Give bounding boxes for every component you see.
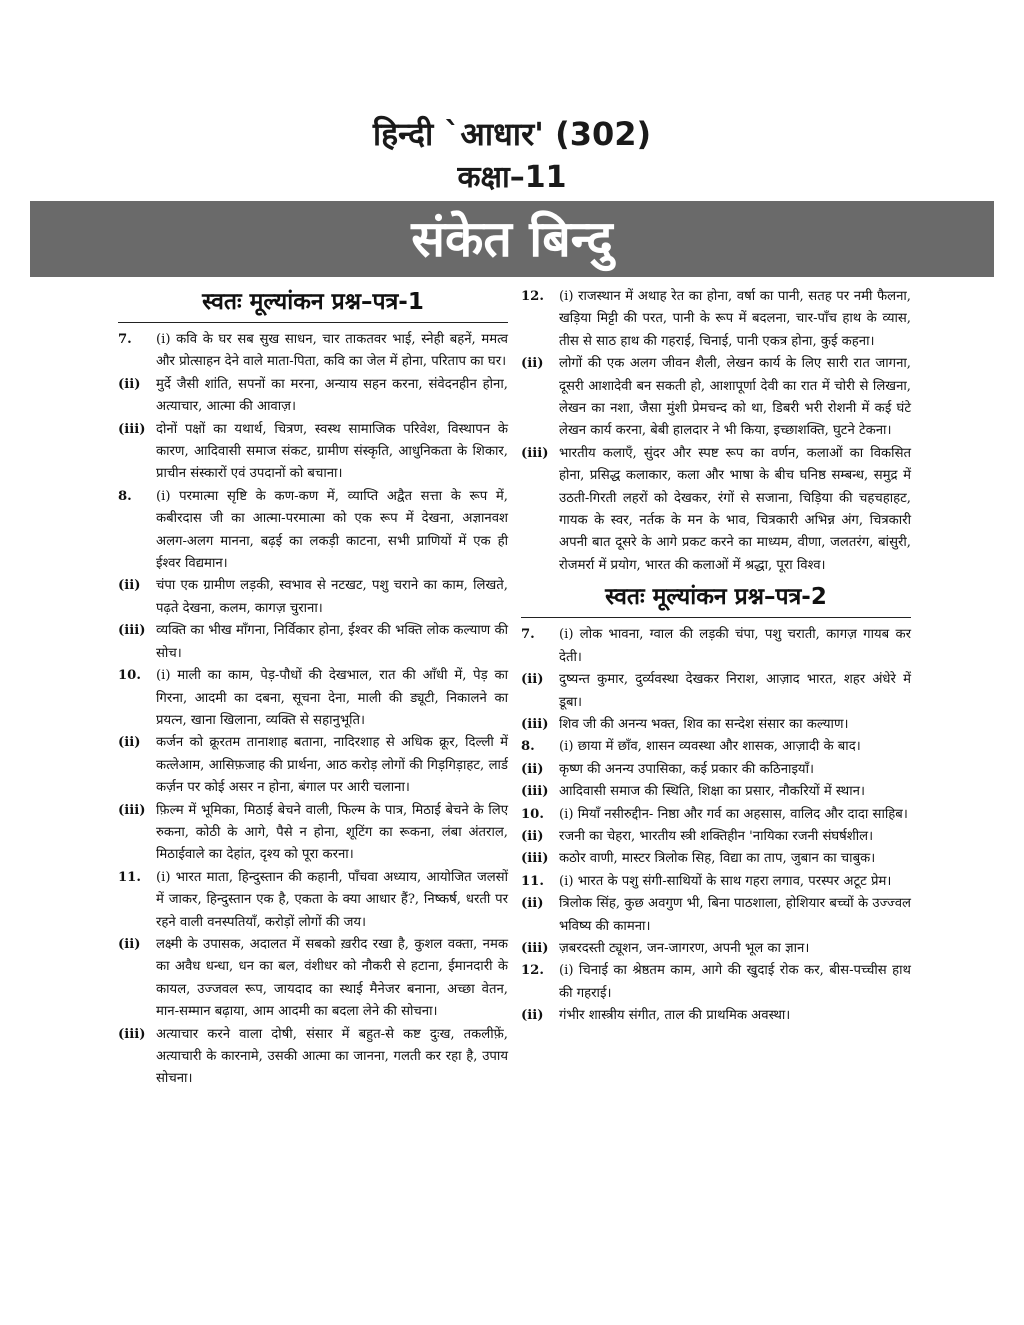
- answer-item: [118, 665, 508, 732]
- item-number: 10.: [521, 806, 544, 822]
- item-text: (i) कवि के घर सब सुख साधन, चार ताकतवर भाई, स्नेही बहनें, ममत्व और प्रोत्साहन देने वाले माता-पिता, कवि का जेल में होना, परिताप का घर।: [156, 332, 508, 370]
- answer-item: [521, 443, 911, 577]
- answer-item: [118, 867, 508, 934]
- answer-item: [118, 329, 508, 374]
- item-number: (iii): [118, 421, 146, 437]
- item-number: (ii): [521, 1008, 544, 1024]
- item-number: 7.: [118, 332, 132, 347]
- section-heading-paper-1: स्वतः मूल्यांकन प्रश्न–पत्र-1: [118, 286, 508, 323]
- answer-item: [118, 486, 508, 576]
- item-text: गंभीर शास्त्रीय संगीत, ताल की प्राथमिक अवस्था।: [559, 1008, 791, 1024]
- item-number: 8.: [521, 739, 535, 755]
- answer-item: [521, 781, 911, 803]
- item-text: (i) चिनाई का श्रेष्ठतम काम, आगे की खुदाई रोक कर, बीस-पच्चीस हाथ की गहराई।: [559, 963, 911, 1001]
- answer-item: [521, 669, 911, 714]
- answer-item: [521, 938, 911, 960]
- section-banner: संकेत बिन्दु: [30, 201, 994, 277]
- answer-list-paper-1-continued: [521, 286, 911, 577]
- class-label: कक्षा–11: [457, 160, 567, 195]
- answer-list-paper-1: [118, 329, 508, 1091]
- answer-item: [118, 374, 508, 419]
- answer-item: [521, 714, 911, 736]
- item-number: 12.: [521, 289, 544, 304]
- item-number: (iii): [521, 445, 549, 461]
- answer-item: [521, 848, 911, 870]
- answer-item: [118, 419, 508, 486]
- item-number: (iii): [521, 716, 549, 732]
- item-text: (i) माली का काम, पेड़-पौधों की देखभाल, रात की आँधी में, पेड़ का गिरना, आदमी का दबना, सूचना देना, माली की ड्यूटी, निकालने का प्रयत्न, खाना खिलाना, व्यक्ति से सहानुभूति।: [156, 668, 508, 728]
- item-number: 10.: [118, 668, 141, 684]
- answer-item: [521, 960, 911, 1005]
- item-number: (iii): [521, 851, 549, 867]
- answer-list-paper-2: [521, 624, 911, 1027]
- item-number: 11.: [118, 869, 141, 885]
- page-title: हिन्दी `आधार' (302): [372, 115, 652, 153]
- item-text: भारतीय कलाएँ, सुंदर और स्पष्ट रूप का वर्णन, कलाओं का विकसित होना, प्रसिद्ध कलाकार, कला और भाषा के बीच घनिष्ठ सम्बन्ध, समुद्र में उठती-गिरती लहरों को देखकर, रंगों से सजाना, चिड़िया की चहचहाहट, गायक के स्वर, नर्तक के मन के भाव, चित्रकारी अभिन्न अंग, चित्रकारी अपनी बात दूसरे के आगे प्रकट करने का माध्यम, वीणा, जलतरंग, बांसुरी, रोजमर्रा में प्रयोग, भारत की कलाओं में श्रद्धा, पूरा विश्व।: [559, 445, 911, 573]
- item-number: 7.: [521, 627, 535, 643]
- left-column: [118, 286, 508, 1091]
- item-text: लक्ष्मी के उपासक, अदालत में सबको ख़रीद रखा है, कुशल वक्ता, नमक का अवैध धन्धा, धन का बल, वंशीधर को नौकरी से हटाना, ईमानदारी के कायल, उज्जवल रूप, जायदाद का स्थाई मैनेजर बनाना, अच्छा वेतन, मान-सम्मान बढ़ाया, आम आदमी का बदला लेने की सोचना।: [156, 936, 508, 1020]
- section-heading-paper-2: स्वतः मूल्यांकन प्रश्न–पत्र-2: [521, 581, 911, 618]
- answer-item: [118, 575, 508, 620]
- item-text: (i) मियाँ नसीरुद्दीन- निष्ठा और गर्व का अहसास, वालिद और दादा साहिब।: [559, 806, 908, 822]
- answer-item: [521, 759, 911, 781]
- item-text: अत्याचार करने वाला दोषी, संसार में बहुत-से कष्ट दुःख, तकलीफ़ें, अत्याचारी के कारनामे, उसकी आत्मा का जानना, गलती कर रहा है, उपाय सोचना।: [156, 1026, 508, 1087]
- answer-item: [118, 1024, 508, 1091]
- answer-item: [521, 624, 911, 669]
- item-number: (ii): [521, 896, 544, 912]
- answer-item: [521, 804, 911, 826]
- item-number: (iii): [118, 623, 146, 639]
- item-number: 11.: [521, 873, 544, 889]
- answer-item: [118, 620, 508, 665]
- item-text: कर्जन को क्रूरतम तानाशाह बताना, नादिरशाह से अधिक क्रूर, दिल्ली में कत्लेआम, आसिफ़जाह की प्रार्थना, आठ करोड़ लोगों की गिड़गिड़ाहट, लार्ड कर्ज़न पर कोई असर न होना, बंगाल पर आरी चलाना।: [156, 735, 508, 796]
- item-text: (i) राजस्थान में अथाह रेत का होना, वर्षा का पानी, सतह पर नमी फैलना, खड़िया मिट्टी की परत, पानी के रूप में बदलना, चार-पाँच हाथ के व्यास, तीस से साठ हाथ की गहराई, चिनाई, पानी एकत्र होना, कुई कहना।: [559, 289, 911, 349]
- item-text: मुर्दे जैसी शांति, सपनों का मरना, अन्याय सहन करना, संवेदनहीन होना, अत्याचार, आत्मा की आवाज़।: [156, 376, 508, 415]
- item-text: (i) भारत के पशु संगी-साथियों के साथ गहरा लगाव, परस्पर अटूट प्रेम।: [559, 873, 892, 889]
- answer-item: [118, 732, 508, 799]
- item-number: 8.: [118, 488, 132, 504]
- item-number: (iii): [521, 940, 549, 956]
- item-number: (ii): [521, 356, 544, 372]
- item-text: (i) भारत माता, हिन्दुस्तान की कहानी, पाँचवा अध्याय, आयोजित जलसों में जाकर, हिन्दुस्तान एक है, एकता के क्या आधार हैं?, निष्कर्ष, धरती पर रहने वाली वनस्पतियाँ, करोड़ों लोगों की जय।: [156, 869, 508, 930]
- item-text: व्यक्ति का भीख माँगना, निर्विकार होना, ईश्वर की भक्ति लोक कल्याण की सोच।: [156, 623, 508, 661]
- item-number: (ii): [118, 376, 141, 392]
- item-text: दोनों पक्षों का यथार्थ, चित्रण, स्वस्थ सामाजिक परिवेश, विस्थापन के कारण, आदिवासी समाज संकट, ग्रामीण संस्कृति, आधुनिकता के शिकार, प्राचीन संस्कारों एवं उपदानों को बचाना।: [156, 421, 508, 482]
- answer-item: [118, 934, 508, 1024]
- answer-item: [521, 826, 911, 848]
- item-text: (i) छाया में छाँव, शासन व्यवस्था और शासक, आज़ादी के बाद।: [559, 739, 861, 755]
- answer-item: [521, 1005, 911, 1027]
- item-text: दुष्यन्त कुमार, दुर्व्यवस्था देखकर निराश, आज़ाद भारत, शहर अंधेरे में डूबा।: [559, 672, 911, 710]
- answer-item: [521, 871, 911, 893]
- item-number: (ii): [521, 761, 544, 777]
- item-number: (ii): [521, 828, 544, 844]
- item-text: कठोर वाणी, मास्टर त्रिलोक सिह, विद्या का ताप, जुबान का चाबुक।: [559, 851, 876, 867]
- answer-item: [521, 353, 911, 443]
- answer-item: [118, 800, 508, 867]
- item-text: चंपा एक ग्रामीण लड़की, स्वभाव से नटखट, पशु चराने का काम, लिखते, पढ़ते देखना, कलम, कागज़ चुराना।: [156, 578, 508, 616]
- item-text: (i) लोक भावना, ग्वाल की लड़की चंपा, पशु चराती, कागज़ गायब कर देती।: [559, 627, 911, 665]
- item-number: (ii): [118, 936, 141, 952]
- item-number: (ii): [118, 578, 141, 594]
- item-number: (ii): [118, 735, 141, 751]
- item-text: (i) परमात्मा सृष्टि के कण-कण में, व्याप्ति अद्वैत सत्ता के रूप में, कबीरदास जी का आत्मा-परमात्मा को एक रूप में देखना, अज्ञानवश अलग-अलग मानना, बढ़ई का लकड़ी काटना, सभी प्राणियों में एक ही ईश्वर विद्यमान।: [156, 488, 508, 572]
- item-text: शिव जी की अनन्य भक्त, शिव का सन्देश संसार का कल्याण।: [559, 716, 849, 732]
- item-text: फ़िल्म में भूमिका, मिठाई बेचने वाली, फिल्म के पात्र, मिठाई बेचने के लिए रुकना, कोठी के आगे, पैसे न होना, शूटिंग का रूकना, लंबा अंतराल, मिठाईवाले का देहांत, दृश्य को पूरा करना।: [156, 802, 508, 863]
- item-number: (iii): [118, 802, 146, 818]
- item-number: (iii): [118, 1026, 146, 1042]
- item-text: आदिवासी समाज की स्थिति, शिक्षा का प्रसार, नौकरियों में स्थान।: [559, 784, 865, 800]
- answer-item: [521, 736, 911, 758]
- item-number: 12.: [521, 963, 544, 979]
- item-text: त्रिलोक सिंह, कुछ अवगुण भी, बिना पाठशाला, होशियार बच्चों के उज्ज्वल भविष्य की कामना।: [559, 896, 911, 934]
- item-number: (ii): [521, 672, 544, 688]
- item-number: (iii): [521, 784, 549, 800]
- right-column: [521, 286, 911, 1028]
- item-text: ज़बरदस्ती ट्यूशन, जन-जागरण, अपनी भूल का ज्ञान।: [559, 940, 810, 956]
- item-text: लोगों की एक अलग जीवन शैली, लेखन कार्य के लिए सारी रात जागना, दूसरी आशादेवी बन सकती हो, आशापूर्णा देवी का रात में चोरी से लिखना, लेखन का नशा, जैसा मुंशी प्रेमचन्द को था, डिबरी भरी रोशनी में कई घंटे लेखन कार्य करना, बेबी हालदार ने भी किया, इच्छाशक्ति, घुटने टेकना।: [559, 356, 911, 439]
- item-text: रजनी का चेहरा, भारतीय स्त्री शक्तिहीन 'नायिका रजनी संघर्षशील।: [559, 828, 874, 844]
- answer-item: [521, 893, 911, 938]
- answer-item: [521, 286, 911, 353]
- item-text: कृष्ण की अनन्य उपासिका, कई प्रकार की कठिनाइयाँ।: [559, 761, 814, 777]
